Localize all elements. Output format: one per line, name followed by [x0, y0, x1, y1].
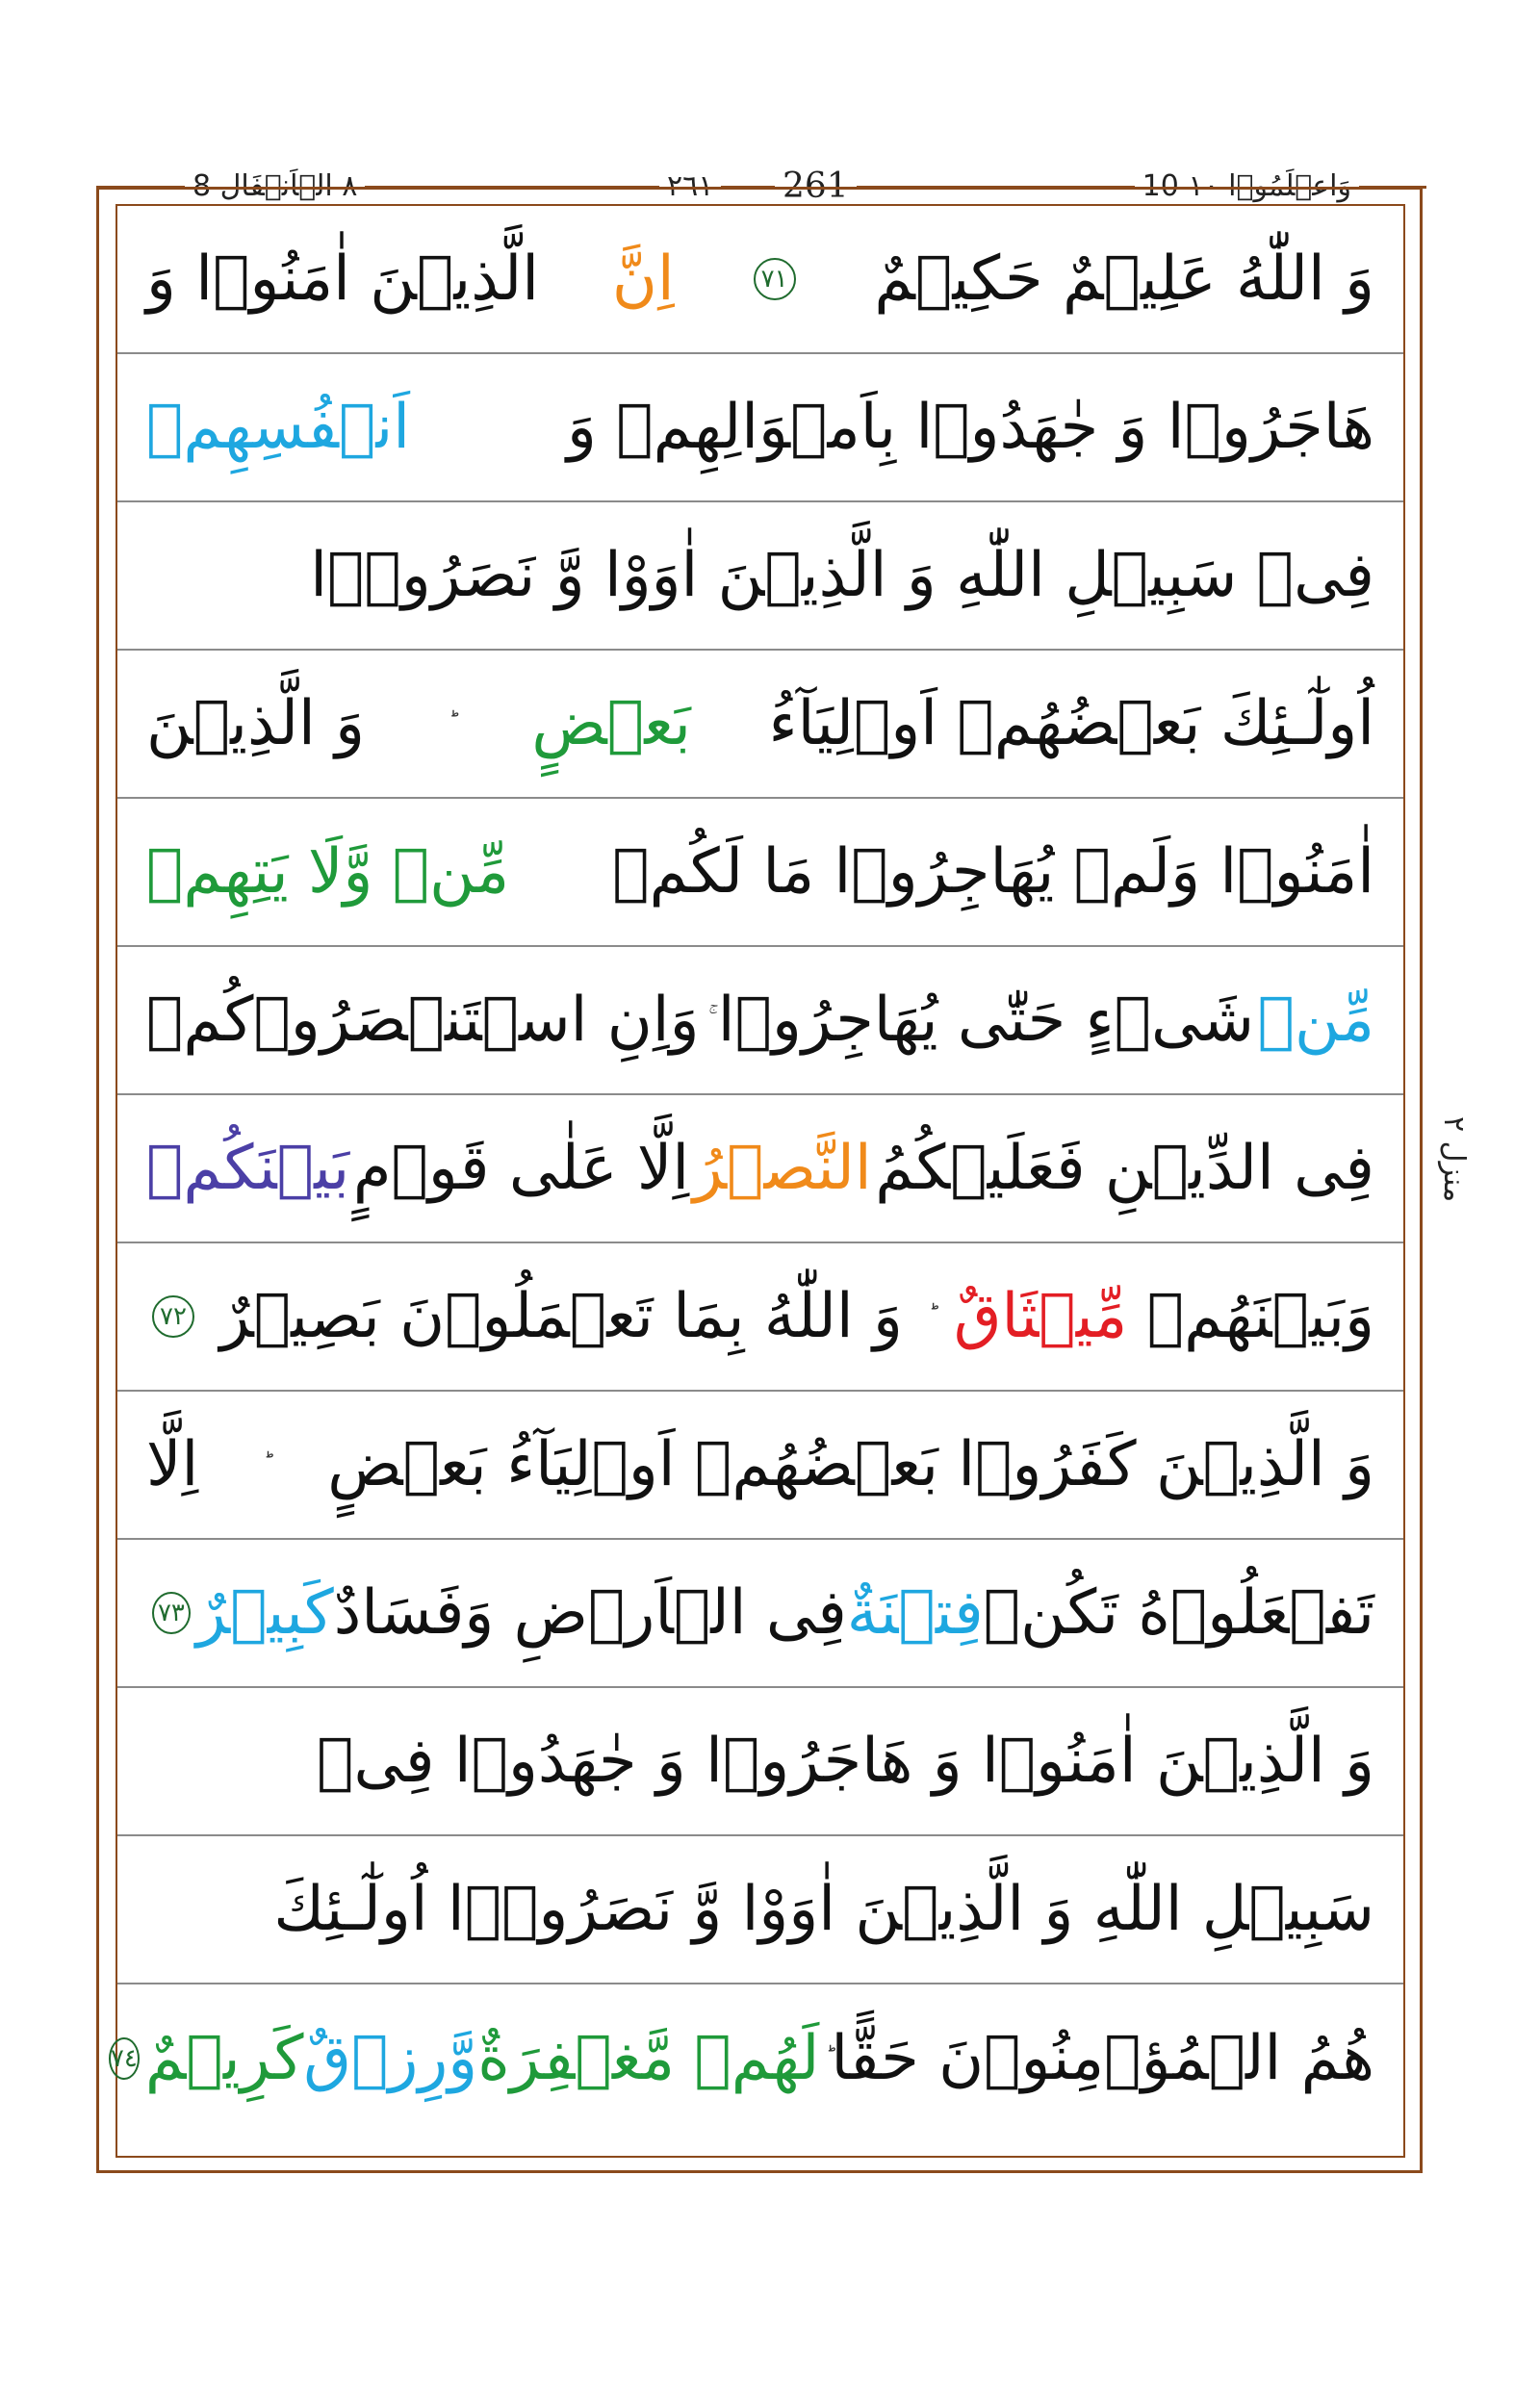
verse-text: مِّنۡ وَّلَا يَتِهِمۡ	[146, 836, 510, 908]
verse-text: تَفۡعَلُوۡهُ تَكُنۡ	[983, 1577, 1374, 1649]
verse-text: سَبِيۡلِ اللّٰهِ وَ الَّذِيۡنَ اٰوَوْا وَّ نَصَرُوۡۤا اُولٰٓـئِكَ	[273, 1874, 1374, 1945]
verse-text: لَهُمۡ مَّغۡفِرَةٌ	[477, 2023, 820, 2094]
verse-line	[117, 1095, 1403, 1243]
verse-text: الَّذِيۡنَ اٰمَنُوۡا وَ	[146, 243, 540, 315]
verse-line	[117, 1540, 1403, 1688]
verse-text: فِىۡ سَبِيۡلِ اللّٰهِ وَ الَّذِيۡنَ اٰوَوْا وَّ نَصَرُوۡۤا	[310, 540, 1374, 611]
verse-text: بَيۡنَكُمۡ	[146, 1133, 350, 1204]
ayah-end-marker: ٧٣	[152, 1592, 191, 1634]
verse-text: وَ الَّذِيۡنَ كَفَرُوۡا بَعۡضُهُمۡ اَوۡلِيَآءُ بَعۡضٍ	[327, 1429, 1374, 1500]
verse-text: كَبِيۡرٌ	[195, 1577, 334, 1649]
verse-line	[117, 502, 1403, 651]
verse-text: مِّنۡ	[1257, 985, 1374, 1056]
verse-text: وَ اللّٰهُ عَلِيۡمٌ حَكِيۡمٌ	[874, 243, 1374, 315]
verse-text: النَّصۡرُ	[692, 1133, 872, 1204]
verse-text: وَ اللّٰهُ بِمَا تَعۡمَلُوۡنَ بَصِيۡرٌ	[219, 1281, 903, 1352]
verse-text: اِلَّا عَلٰى قَوۡمٍ	[352, 1133, 690, 1204]
verse-line	[117, 651, 1403, 799]
page-number: 261	[775, 162, 857, 212]
verse-text: فِى الۡاَرۡضِ وَفَسَادٌ	[333, 1577, 847, 1649]
verse-line	[117, 1688, 1403, 1836]
verse-text: هُمُ الۡمُؤۡمِنُوۡنَ حَقًّا	[831, 2023, 1374, 2094]
verse-text: اِلَّا	[146, 1429, 199, 1500]
verse-line	[117, 206, 1403, 354]
verse-text: شَىۡءٍ حَتّٰى يُهَاجِرُوۡا	[717, 985, 1254, 1056]
verse-line	[117, 1836, 1403, 1984]
verse-text: وَّرِزۡقٌ	[303, 2023, 478, 2094]
page-number-arabic: ٢٦١	[659, 162, 721, 212]
verse-text: اِنَّ	[611, 243, 675, 315]
para-name-label: 10 وَاعۡلَمُوۡا ١٠	[1135, 162, 1359, 212]
verse-text: وَبَيۡنَهُمۡ	[1146, 1281, 1374, 1352]
verse-line	[117, 799, 1403, 947]
surah-name-label: ٨ الۡاَنۡفَال 8	[185, 162, 365, 212]
verse-text: فِى الدِّيۡنِ فَعَلَيۡكُمُ	[875, 1133, 1374, 1204]
verse-text: هَاجَرُوۡا وَ جٰهَدُوۡا بِاَمۡوَالِهِمۡ وَ	[567, 392, 1374, 463]
ayah-end-marker: ٧١	[754, 258, 796, 300]
manzil-label: منزل ٢	[1432, 1116, 1471, 1202]
verse-text: فِتۡنَةٌ	[846, 1577, 984, 1649]
verse-line	[117, 1243, 1403, 1392]
verse-text: وَ الَّذِيۡنَ	[146, 688, 366, 759]
ayah-end-marker: ٧٤	[109, 2037, 140, 2080]
verse-text: مِّيۡثَاقٌ	[953, 1281, 1128, 1352]
verse-text: كَرِيۡمٌ	[144, 2023, 304, 2094]
verse-text: اُولٰٓـئِكَ بَعۡضُهُمۡ اَوۡلِيَآءُ	[768, 688, 1374, 759]
verse-text: اَنۡفُسِهِمۡ	[146, 392, 410, 463]
ayah-end-marker: ٧٢	[152, 1295, 194, 1338]
verse-text: بَعۡضٍ	[531, 688, 691, 759]
verse-text: اٰمَنُوۡا وَلَمۡ يُهَاجِرُوۡا مَا لَكُمۡ	[612, 836, 1374, 908]
verse-text: وَاِنِ اسۡتَنۡصَرُوۡكُمۡ	[146, 985, 700, 1056]
verse-line	[117, 354, 1403, 502]
verse-line	[110, 1984, 1403, 2133]
verse-line	[117, 947, 1403, 1095]
verse-line	[117, 1392, 1403, 1540]
verse-text: وَ الَّذِيۡنَ اٰمَنُوۡا وَ هَاجَرُوۡا وَ جٰهَدُوۡا فِىۡ	[317, 1726, 1374, 1797]
